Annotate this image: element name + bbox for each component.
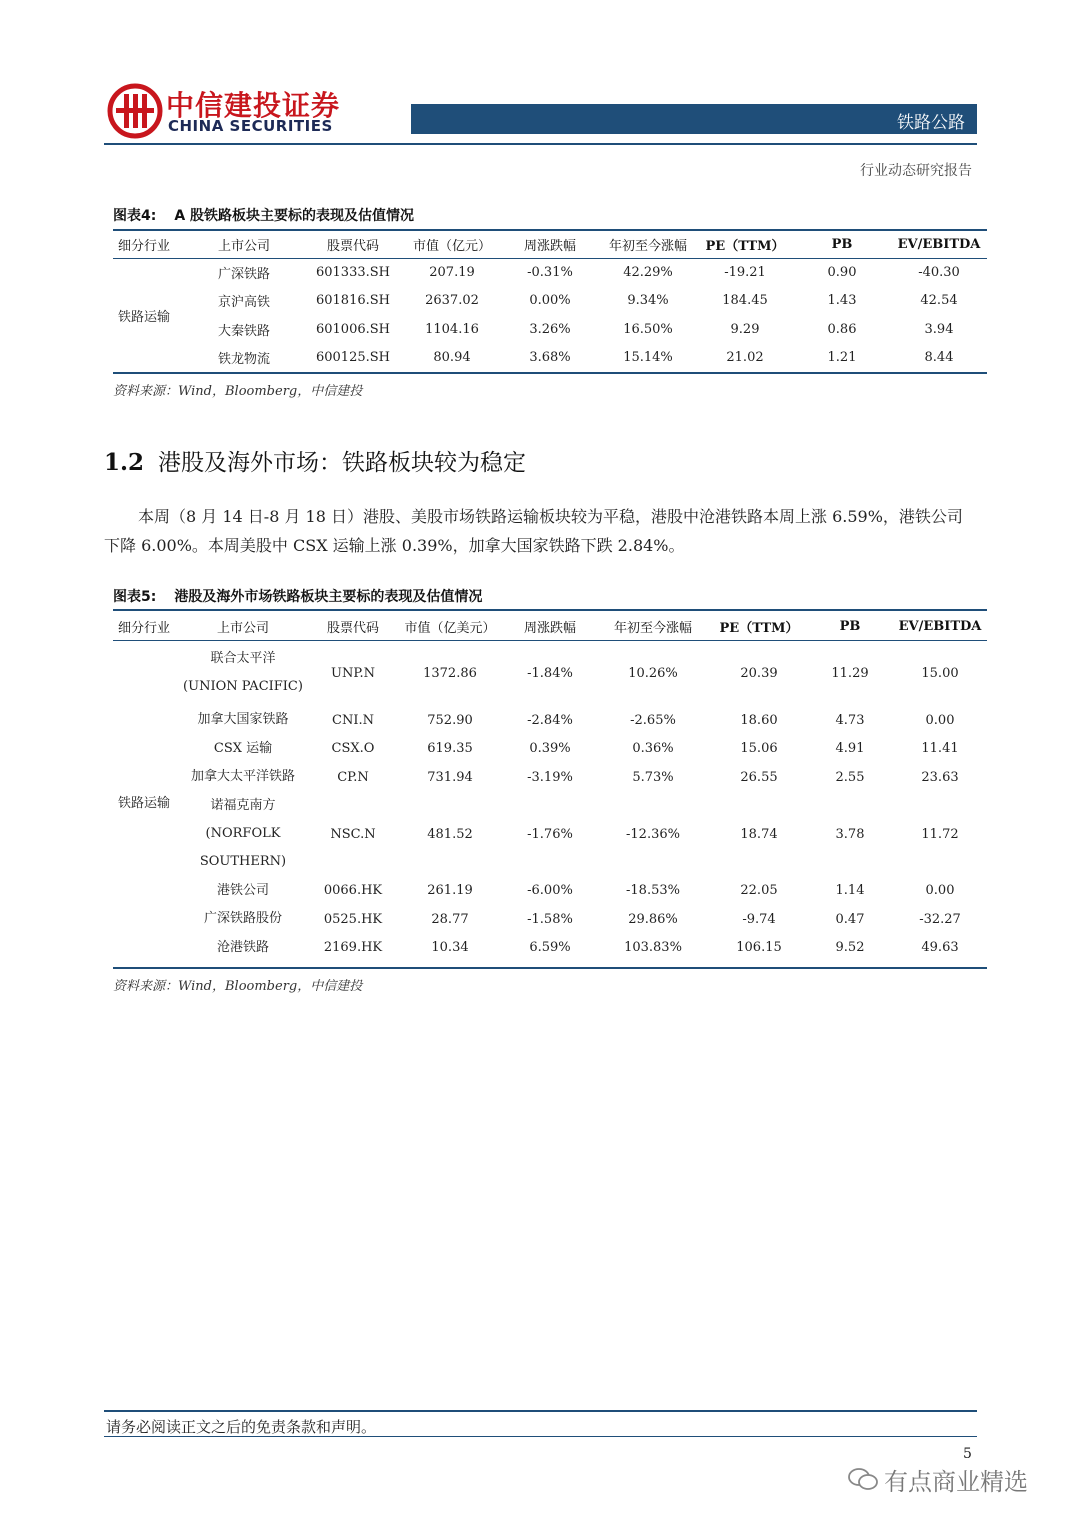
- company-cell: 铁龙物流: [217, 352, 270, 368]
- logo-chinese-name: 中信建投证券: [166, 89, 341, 122]
- company-cell: [175, 640, 311, 706]
- table5-header-cell: 上市公司: [216, 620, 269, 636]
- table4-header-cell: 年初至今涨幅: [608, 239, 687, 254]
- table-row: [113, 792, 987, 877]
- section-heading: [104, 444, 526, 477]
- company-name-line: 诺福克南方: [210, 798, 276, 813]
- company-name-line: SOUTHERN): [199, 854, 287, 869]
- value-cell: 6.59%: [529, 940, 571, 956]
- value-cell: 103.83%: [624, 940, 682, 956]
- table4-header-cell: 市值（亿元）: [412, 239, 491, 254]
- footer-divider: [104, 1410, 977, 1412]
- value-cell: 80.94: [433, 350, 471, 366]
- value-cell: -2.65%: [630, 712, 676, 728]
- value-cell: 3.68%: [529, 350, 571, 366]
- table-row: [113, 735, 987, 764]
- value-cell: 42.54: [920, 293, 958, 309]
- value-cell: -18.53%: [626, 883, 680, 899]
- value-cell: 0.36%: [632, 741, 674, 757]
- table5-caption: [113, 586, 482, 606]
- value-cell: 8.44: [924, 350, 954, 366]
- table-row: [113, 287, 987, 316]
- value-cell: 0.47: [835, 911, 865, 927]
- industry-banner: [411, 104, 977, 134]
- value-cell: 23.63: [921, 769, 959, 785]
- table4-header-cell: 细分行业: [118, 239, 171, 254]
- table4-header-cell: 上市公司: [217, 239, 270, 254]
- table5: [113, 612, 987, 962]
- value-cell: 16.50%: [623, 321, 673, 337]
- value-cell: 601333.SH: [315, 264, 390, 280]
- value-cell: 15.14%: [623, 350, 673, 366]
- company-cell: [175, 735, 311, 764]
- value-cell: 10.34: [431, 940, 469, 956]
- value-cell: 261.19: [427, 883, 473, 899]
- value-cell: -0.31%: [527, 264, 573, 280]
- value-cell: 601006.SH: [315, 321, 390, 337]
- value-cell: 11.29: [831, 665, 869, 681]
- value-cell: UNP.N: [331, 665, 375, 681]
- company-name-line: (UNION PACIFIC): [183, 679, 303, 694]
- page-number: 5: [963, 1446, 972, 1462]
- value-cell: 49.63: [921, 940, 959, 956]
- value-cell: 18.60: [740, 712, 778, 728]
- value-cell: -6.00%: [527, 883, 573, 899]
- table-row: [113, 706, 987, 735]
- table5-source: 资料来源：Wind，Bloomberg，中信建投: [113, 979, 363, 994]
- value-cell: CNI.N: [332, 712, 374, 728]
- value-cell: 0066.HK: [323, 883, 383, 899]
- value-cell: -9.74: [742, 911, 776, 927]
- table-row: [113, 934, 987, 963]
- table4-title: A 股铁路板块主要标的表现及估值情况: [174, 208, 415, 224]
- value-cell: 28.77: [431, 911, 469, 927]
- table4-header-cell: 周涨跌幅: [523, 239, 576, 254]
- value-cell: 0.00: [925, 712, 955, 728]
- table5-number: 图表5:: [113, 589, 157, 605]
- table4-header-cell: PE（TTM）: [705, 239, 785, 254]
- table-row: [113, 877, 987, 906]
- value-cell: 11.41: [921, 741, 959, 757]
- value-cell: 2169.HK: [323, 940, 383, 956]
- company-cell: 京沪高铁: [217, 295, 270, 311]
- table5-header-cell: 股票代码: [326, 620, 379, 636]
- industry-label: 铁路公路: [897, 113, 965, 133]
- table5-title: 港股及海外市场铁路板块主要标的表现及估值情况: [174, 589, 483, 605]
- company-cell: 大秦铁路: [217, 323, 270, 339]
- company-name-line: 沧港铁路: [216, 939, 269, 955]
- segment-cell: 铁路运输: [118, 309, 171, 325]
- value-cell: 481.52: [427, 826, 473, 842]
- value-cell: 9.52: [835, 940, 865, 956]
- value-cell: -19.21: [724, 264, 766, 280]
- value-cell: -3.19%: [527, 769, 573, 785]
- section-paragraph: 本周（8 月 14 日-8 月 18 日）港股、美股市场铁路运输板块较为平稳，港股中沧港铁路本周上涨 6.59%，港铁公司下降 6.00%。本周美股中 CSX 运输上涨 0.39%，加拿大国家铁路下跌 2.84%。: [104, 507, 963, 555]
- table5-header-cell: 细分行业: [118, 620, 171, 636]
- value-cell: 15.06: [740, 741, 778, 757]
- value-cell: 20.39: [740, 665, 778, 681]
- company-name-line: 联合太平洋: [210, 651, 276, 666]
- value-cell: -1.76%: [527, 826, 573, 842]
- company-name-line: 广深铁路股份: [203, 911, 282, 927]
- table5-header-cell: PE（TTM）: [719, 620, 799, 636]
- company-cell: [175, 706, 311, 735]
- company-cell: [175, 792, 311, 877]
- value-cell: 2.55: [835, 769, 865, 785]
- company-name-line: CSX 运输: [213, 740, 273, 756]
- value-cell: 1104.16: [425, 321, 479, 337]
- value-cell: 0.86: [827, 321, 857, 337]
- value-cell: NSC.N: [330, 826, 376, 842]
- segment-cell: 铁路运输: [118, 795, 171, 811]
- value-cell: 2637.02: [425, 293, 479, 309]
- value-cell: 752.90: [427, 712, 473, 728]
- table5-header-rule: [113, 640, 987, 641]
- value-cell: 184.45: [722, 293, 768, 309]
- watermark-text: 有点商业精选: [884, 1468, 1028, 1496]
- table4-caption: [113, 205, 414, 225]
- table4-source: 资料来源：Wind，Bloomberg，中信建投: [113, 384, 363, 399]
- value-cell: 0525.HK: [323, 911, 383, 927]
- value-cell: 600125.SH: [315, 350, 390, 366]
- value-cell: 3.94: [924, 321, 954, 337]
- value-cell: 22.05: [740, 883, 778, 899]
- table5-top-rule: [113, 609, 987, 611]
- value-cell: 11.72: [921, 826, 959, 842]
- table5-header-cell: 周涨跌幅: [523, 620, 576, 636]
- value-cell: 106.15: [736, 940, 782, 956]
- section-number: 1.2: [104, 449, 145, 476]
- value-cell: 15.00: [921, 665, 959, 681]
- value-cell: 0.90: [827, 264, 857, 280]
- wechat-icon: [847, 1467, 879, 1491]
- company-cell: [175, 877, 311, 906]
- section-title: 港股及海外市场：铁路板块较为稳定: [158, 450, 527, 476]
- company-name-line: (NORFOLK: [205, 826, 281, 841]
- value-cell: 3.78: [835, 826, 865, 842]
- table4-header-row: [113, 231, 987, 258]
- table-row: [113, 763, 987, 792]
- table-row: [113, 258, 987, 287]
- table-row: [113, 315, 987, 344]
- table4-header-cell: EV/EBITDA: [897, 237, 981, 252]
- company-name-line: 加拿大国家铁路: [197, 712, 289, 728]
- value-cell: -1.84%: [527, 665, 573, 681]
- value-cell: 5.73%: [632, 769, 674, 785]
- table-row: [113, 344, 987, 373]
- value-cell: -1.58%: [527, 911, 573, 927]
- value-cell: 9.34%: [627, 293, 669, 309]
- value-cell: 9.29: [730, 321, 760, 337]
- table4-header-cell: 股票代码: [326, 239, 379, 254]
- footer-divider-thin: [104, 1436, 977, 1437]
- report-type: 行业动态研究报告: [860, 163, 972, 179]
- table-row: [113, 905, 987, 934]
- table-row: [113, 640, 987, 706]
- value-cell: CSX.O: [331, 741, 375, 757]
- value-cell: 26.55: [740, 769, 778, 785]
- table5-header-row: [113, 612, 987, 640]
- table4-header-rule: [113, 258, 987, 259]
- company-name-line: 港铁公司: [216, 882, 269, 898]
- value-cell: 1.43: [827, 293, 857, 309]
- table4-header-cell: PB: [831, 237, 853, 252]
- value-cell: 3.26%: [529, 321, 571, 337]
- value-cell: 1372.86: [423, 665, 477, 681]
- company-name-line: 加拿大太平洋铁路: [190, 769, 295, 785]
- disclaimer-text: 请务必阅读正文之后的免责条款和声明。: [106, 1418, 377, 1436]
- value-cell: 1.14: [835, 883, 865, 899]
- value-cell: -40.30: [918, 264, 960, 280]
- value-cell: 18.74: [740, 826, 778, 842]
- value-cell: 4.91: [835, 741, 865, 757]
- value-cell: 619.35: [427, 741, 473, 757]
- value-cell: 42.29%: [623, 264, 673, 280]
- value-cell: 1.21: [827, 350, 857, 366]
- company-cell: [175, 905, 311, 934]
- value-cell: 601816.SH: [315, 293, 390, 309]
- value-cell: 4.73: [835, 712, 865, 728]
- value-cell: 21.02: [726, 350, 764, 366]
- value-cell: 0.39%: [529, 741, 571, 757]
- value-cell: -2.84%: [527, 712, 573, 728]
- company-cell: 广深铁路: [217, 266, 270, 282]
- table5-bottom-rule: [113, 967, 987, 969]
- value-cell: 29.86%: [628, 911, 678, 927]
- value-cell: -12.36%: [626, 826, 680, 842]
- company-cell: [175, 763, 311, 792]
- table4-bottom-rule: [113, 372, 987, 374]
- table5-header-cell: EV/EBITDA: [898, 618, 982, 634]
- table4-number: 图表4:: [113, 208, 157, 224]
- value-cell: -32.27: [919, 911, 961, 927]
- value-cell: 207.19: [429, 264, 475, 280]
- table5-header-cell: PB: [839, 618, 861, 634]
- value-cell: 10.26%: [628, 665, 678, 681]
- value-cell: 731.94: [427, 769, 473, 785]
- table4: [113, 231, 987, 372]
- header-divider: [104, 143, 977, 145]
- value-cell: 0.00%: [529, 293, 571, 309]
- value-cell: 0.00: [925, 883, 955, 899]
- table5-header-cell: 市值（亿美元）: [404, 620, 496, 636]
- value-cell: CP.N: [337, 769, 369, 785]
- logo-english-name: CHINA SECURITIES: [168, 117, 333, 135]
- company-cell: [175, 934, 311, 963]
- table5-header-cell: 年初至今涨幅: [613, 620, 692, 636]
